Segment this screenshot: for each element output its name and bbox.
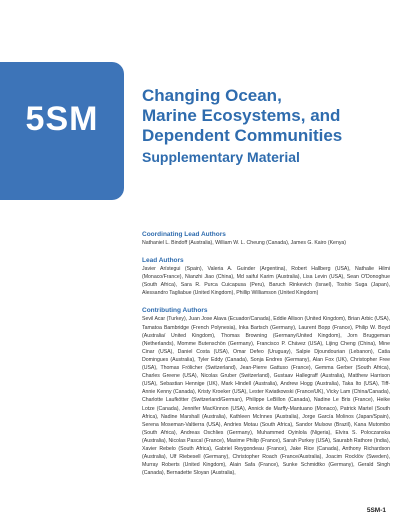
section-heading: Lead Authors [142, 257, 184, 265]
section-text: Javier Arístegui (Spain), Valeria A. Guinder (Argentina), Robert Hallberg (USA), Nathalie Hilmi (Monaco/France), Nianzhi Jiao (China), Md saiful Karim (Australia), Lisa Levin (USA), Sean O'Donoghue (South Africa), Sara R. Purca Cuicapusa (Peru), Baruch Rinkevich (Israel), Toshio Suga (Japan), Alessandro Tagliabue (United Kingdom), Phillip Williamson (United Kingdom) [142, 266, 390, 297]
section-heading: Contributing Authors [142, 307, 208, 315]
lead-authors-section [142, 256, 390, 297]
author-list [142, 230, 390, 486]
chapter-title-line: Marine Ecosystems, and [142, 106, 341, 125]
page-number: 5SM-1 [366, 507, 386, 514]
coordinating-lead-authors-section [142, 230, 390, 247]
contributing-authors-section [142, 306, 390, 477]
section-heading: Coordinating Lead Authors [142, 231, 226, 238]
title-block [142, 86, 392, 166]
chapter-title-line: Changing Ocean, [142, 86, 282, 105]
chapter-subtitle: Supplementary Material [142, 149, 300, 165]
section-text: Nathaniel L. Bindoff (Australia), William W. L. Cheung (Canada), James G. Kairo (Kenya) [142, 240, 347, 246]
chapter-code: 5SM [25, 100, 99, 138]
chapter-title [142, 86, 392, 146]
chapter-title-line: Dependent Communities [142, 126, 343, 145]
section-text: Sevil Acar (Turkey), Juan Jose Alava (Ecuador/Canada), Eddie Allison (United Kingdom), Brian Arbic (USA), Tamatoa Bambridge (French Polynesia), Inka Bartsch (Germany), Laurent Bopp (France), Philip W. Boyd (Australia/ United Kingdom), Thomas Browning (Germany/United Kingdom), Jorn Bruggeman (Netherlands), Momme Butenschön (Germany), Francisco P. Chávez (USA), Lijing Cheng (China), Mine Cinar (USA), Daniel Costa (USA), Omar Defeo (Uruguay), Salpie Djoundourian (Lebanon), Catia Domingues (Australia), Tyler Eddy (Canada), Sonja Endres (Germany), Alan Fox (UK), Christopher Free (USA), Thomas Frölicher (Switzerland), Jean-Pierre Gattuso (France), Gemma Gerber (South Africa), Charles Greene (USA), Nicolas Gruber (Switzerland), Gustaav Hallegraff (Australia), Matthew Harrison (USA), Sebastian Hennige (UK), Mark Hindell (Australia), Andrew Hogg (Australia), Taka Ito (USA), Tiff-Annie Kenny (Canada), Kristy Kroeker (USA), Lester Kwiatkowski (France/UK), Vicky Lam (China/Canada), Charlotte Laufkötter (Switzerland/German), Philippe LeBillon (Canada), Nadine Le Bris (France), Heike Lotze (Canada), Jennifer MacKinnon (USA), Annick de Marffy-Mantuano (Monaco), Patrick Martel (South Africa), Nadine Marshall (Australia), Kathleen McInnes (Australia), Jorge García Molinos (Japan/Spain), Serena Moseman-Valtierra (USA), Andries Motau (South Africa), Sandor Mulsow (Brazil), Kana Mutombo (South Africa), Andreas Oschlies (Germany), Muhammed Oyinlola (Nigeria), Elvira S. Poloczanska (Australia), Nicolas Pascal (France), Maxime Philip (France), Sarah Purkey (USA), Saurabh Rathore (India), Xavier Rebelo (South Africa), Gabriel Reygondeau (France), Jake Rice (Canada), Anthony Richardson (Australia), Ulf Riebesell (Germany), Christopher Roach (France/Australia), Joacim Rocklöv (Sweden), Murray Roberts (United Kingdom), Alain Safa (France), Sunke Schmidtko (Germany), Gerald Singh (Canada), Bernadette Sloyan (Australia), [142, 316, 390, 477]
